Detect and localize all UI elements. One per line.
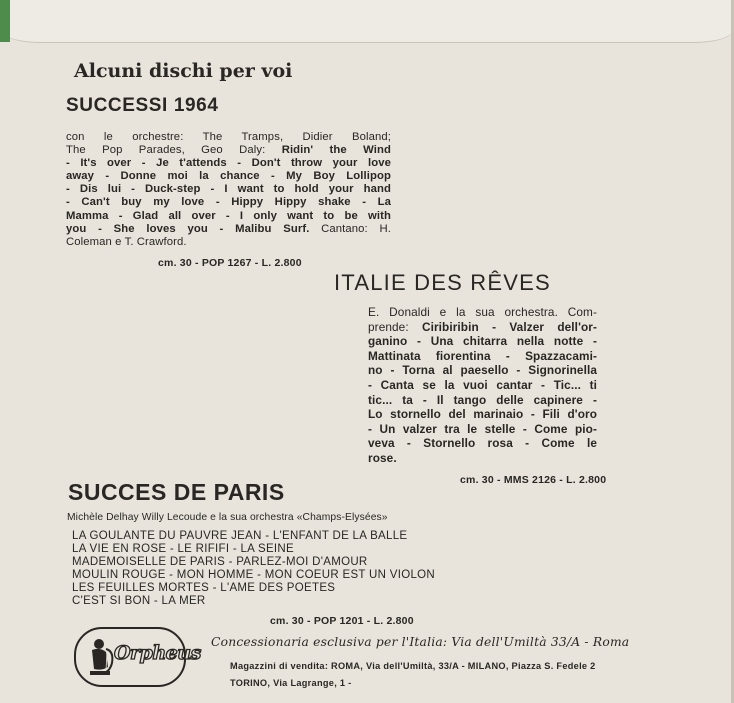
italie-description-segment: Mattinata fiorentina - Spazzacami- — [368, 348, 597, 363]
successi-description-segment: - Can't buy my love - Hippy Hippy shake - La — [66, 196, 391, 209]
italie-description-segment: prende: — [368, 319, 422, 334]
italie-description-line — [368, 320, 597, 335]
sleeve-flap — [0, 0, 734, 43]
italie-description-segment: rose. — [368, 450, 397, 465]
italie-description-line — [368, 436, 597, 451]
italie-description-line — [368, 422, 597, 437]
album-description-successi — [66, 131, 391, 249]
album-price-italie: cm. 30 - MMS 2126 - L. 2.800 — [460, 474, 607, 486]
italie-description-line — [368, 407, 597, 422]
successi-description-segment: Cantano: H. — [321, 222, 391, 235]
orpheus-logo — [74, 627, 201, 687]
track-line: LES FEUILLES MORTES - L'AME DES POETES — [72, 581, 336, 594]
italie-description-line — [368, 334, 597, 349]
album-title-italie: ITALIE DES RÊVES — [334, 270, 551, 295]
page-title: Alcuni dischi per voi — [74, 60, 293, 82]
sleeve-flap-edge — [0, 0, 10, 42]
track-line: MOULIN ROUGE - MON HOMME - MON COEUR EST UN VIOLON — [72, 568, 435, 581]
italie-description-line — [368, 349, 597, 364]
successi-description-line — [66, 210, 391, 223]
italie-description-segment: veva - Stornello rosa - Come le — [368, 436, 597, 451]
successi-description-segment: Mamma - Glad all over - I only want to be with — [66, 209, 391, 222]
track-line: C'EST SI BON - LA MER — [72, 594, 206, 607]
successi-description-segment: you - She loves you - Malibu Surf. — [66, 222, 322, 235]
album-subtitle-paris: Michèle Delhay Willy Lecoude e la sua orchestra «Champs-Elysées» — [67, 512, 388, 523]
successi-description-line — [66, 157, 391, 170]
italie-description-segment: - Canta se la vuoi cantar - Tic... ti — [368, 377, 597, 392]
italie-description-segment: tic... ta - Il tango delle capinere - — [368, 392, 597, 407]
album-title-paris: SUCCES DE PARIS — [68, 479, 285, 505]
track-line: MADEMOISELLE DE PARIS - PARLEZ-MOI D'AMOUR — [72, 555, 368, 568]
successi-description-segment: Coleman e T. Crawford. — [66, 235, 187, 248]
italie-description-segment: ganino - Una chitarra nella notte - — [368, 334, 597, 349]
logo-wordmark: Orpheus — [114, 642, 201, 664]
successi-description-line — [66, 170, 391, 183]
torino-text: TORINO, Via Lagrange, 1 - — [230, 678, 352, 688]
italie-description-segment: E. Donaldi e la sua orchestra. Com- — [368, 305, 597, 319]
successi-description-line — [66, 183, 391, 196]
successi-description-line — [66, 223, 391, 236]
italie-description-segment: - Un valzer tra le stelle - Come pio- — [368, 421, 597, 436]
successi-description-line — [66, 144, 391, 157]
italie-description-line — [368, 363, 597, 378]
successi-description-segment: Ridin' the Wind — [281, 144, 392, 157]
italie-description-segment: no - Torna al paesello - Signorinella — [368, 363, 597, 378]
successi-description-line — [66, 236, 391, 249]
successi-description-segment: - It's over - Je t'attends - Don't throw your love — [66, 157, 391, 170]
italie-description-line — [368, 451, 597, 466]
track-line: LA VIE EN ROSE - LE RIFIFI - LA SEINE — [72, 542, 294, 555]
successi-description-segment: The Pop Parades, Geo Daly: — [66, 144, 282, 157]
italie-description-segment: Lo stornello del marinaio - Fili d'oro — [368, 407, 597, 422]
italie-description-line — [368, 305, 597, 320]
italie-description-line — [368, 378, 597, 393]
album-price-paris: cm. 30 - POP 1201 - L. 2.800 — [270, 615, 414, 627]
successi-description-segment: - Dis lui - Duck-step - I want to hold your hand — [66, 183, 391, 196]
album-description-italie — [368, 305, 597, 466]
italie-description-segment: Ciribiribin - Valzer dell'or- — [421, 319, 597, 334]
orpheus-harpist-icon — [86, 637, 116, 677]
italie-description-line — [368, 393, 597, 408]
successi-description-segment: con le orchestre: The Tramps, Didier Boland; — [66, 131, 391, 143]
track-line: LA GOULANTE DU PAUVRE JEAN - L'ENFANT DE LA BALLE — [72, 530, 408, 542]
album-price-successi: cm. 30 - POP 1267 - L. 2.800 — [158, 257, 302, 269]
album-title-successi: SUCCESSI 1964 — [66, 95, 219, 116]
successi-description-line — [66, 196, 391, 209]
successi-description-line — [66, 131, 391, 144]
successi-description-segment: away - Donne moi la chance - My Boy Lollipop — [66, 170, 391, 183]
concessionaria-text: Concessionaria esclusiva per l'Italia: Via dell'Umiltà 33/A - Roma — [211, 635, 630, 649]
magazzini-text: Magazzini di vendita: ROMA, Via dell'Umiltà, 33/A - MILANO, Piazza S. Fedele 2 — [230, 661, 596, 671]
album-tracklist-paris — [72, 530, 472, 607]
